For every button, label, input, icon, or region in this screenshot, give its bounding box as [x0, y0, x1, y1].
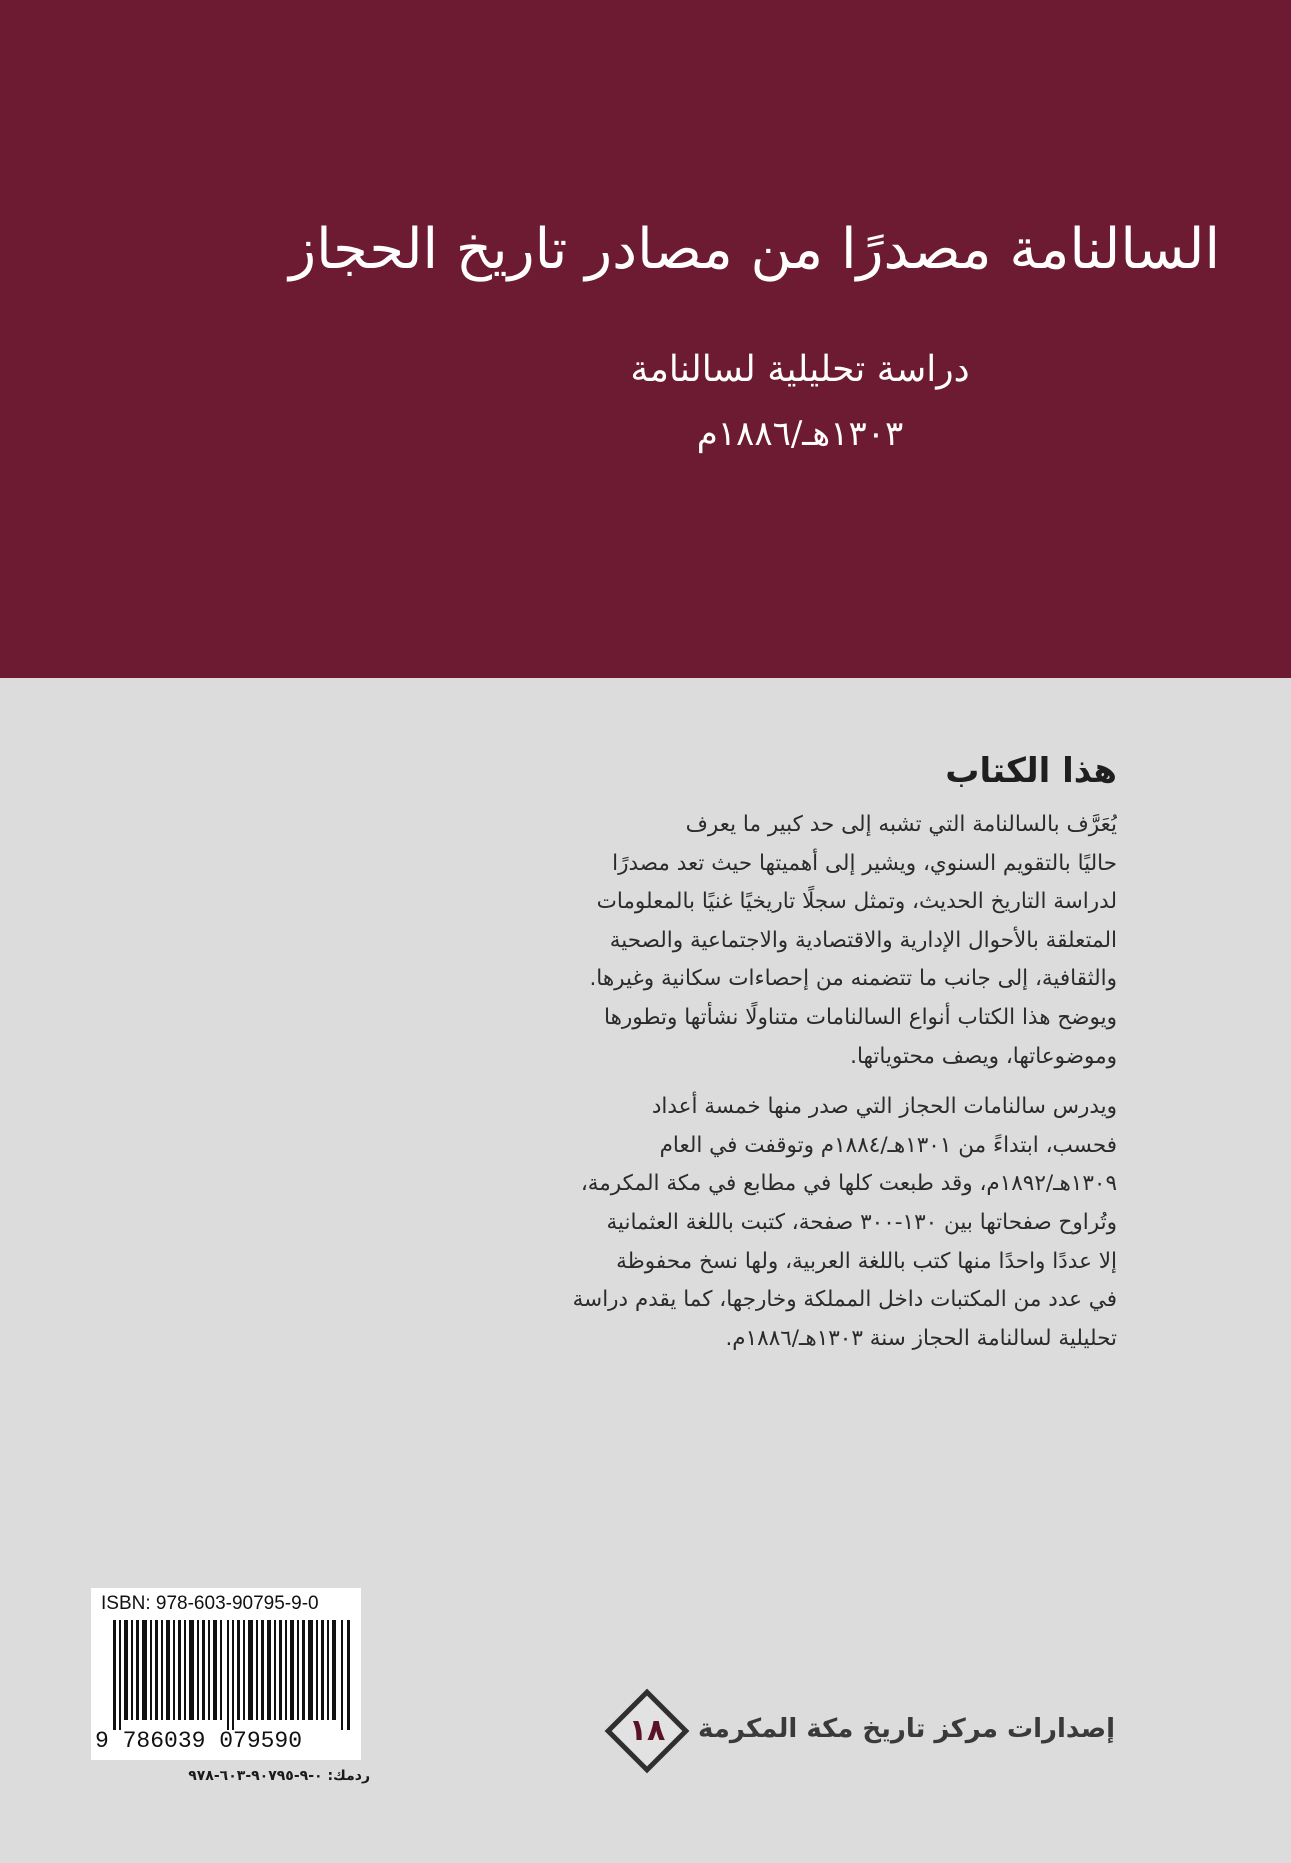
paragraph-line: ويوضح هذا الكتاب أنواع السالنامات متناولًا نشأتها وتطورها: [604, 1004, 1117, 1030]
paragraph-line: حاليًا بالتقويم السنوي، ويشير إلى أهميتها حيث تعد مصدرًا: [612, 850, 1117, 876]
barcode-digits: 9 786039 079590: [95, 1728, 303, 1754]
barcode-box: [91, 1588, 361, 1760]
paragraph-line: لدراسة التاريخ الحديث، وتمثل سجلًا تاريخيًا غنيًا بالمعلومات: [596, 889, 1117, 915]
about-section: [505, 748, 1117, 1358]
paragraph-line: يُعَرَّف بالسالنامة التي تشبه إلى حد كبير ما يعرف: [685, 812, 1117, 837]
paragraph-line: والثقافية، إلى جانب ما تتضمنه من إحصاءات سكانية وغيرها.: [589, 966, 1117, 992]
paragraph-line: في عدد من المكتبات داخل المملكة وخارجها، كما يقدم دراسة: [572, 1287, 1117, 1313]
paragraph-line: وموضوعاتها، ويصف محتوياتها.: [850, 1043, 1117, 1069]
paragraph-line: ويدرس سالنامات الحجاز التي صدر منها خمسة أعداد: [651, 1094, 1117, 1120]
about-heading: هذا الكتاب: [945, 751, 1117, 791]
cover-color-band: [0, 0, 1291, 678]
series-number: ١٨: [628, 1713, 666, 1748]
series-label: إصدارات مركز تاريخ مكة المكرمة: [698, 1714, 1115, 1744]
book-title: السالنامة مصدرًا من مصادر تاريخ الحجاز: [289, 217, 1220, 282]
paragraph-line: ١٣٠٩هـ/١٨٩٢م، وقد طبعت كلها في مطابع في مكة المكرمة،: [580, 1171, 1117, 1197]
paragraph-gap: [505, 1076, 1117, 1088]
isbn-label: ISBN: 978-603-90795-9-0: [101, 1593, 319, 1614]
barcode-bars: [113, 1620, 353, 1730]
paragraph-line: إلا عددًا واحدًا منها كتب باللغة العربية، ولها نسخ محفوظة: [616, 1248, 1117, 1274]
paragraph-line: المتعلقة بالأحوال الإدارية والاقتصادية والاجتماعية والصحية: [609, 927, 1117, 953]
paragraph-line: فحسب، ابتداءً من ١٣٠١هـ/١٨٨٤م وتوقفت في العام: [659, 1132, 1117, 1158]
series-number-badge: [603, 1687, 691, 1775]
paragraph-line: وتُراوح صفحاتها بين ١٣٠-٣٠٠ صفحة، كتبت باللغة العثمانية: [606, 1209, 1117, 1235]
isbn-arabic: ردمك: ٠-٩-٩٠٧٩٥-٦٠٣-٩٧٨: [188, 1768, 370, 1784]
paragraph-line: تحليلية لسالنامة الحجاز سنة ١٣٠٣هـ/١٨٨٦م.: [725, 1325, 1117, 1351]
book-subtitle: دراسة تحليلية لسالنامة: [630, 349, 970, 390]
book-date: ١٣٠٣هـ/١٨٨٦م: [696, 414, 904, 454]
